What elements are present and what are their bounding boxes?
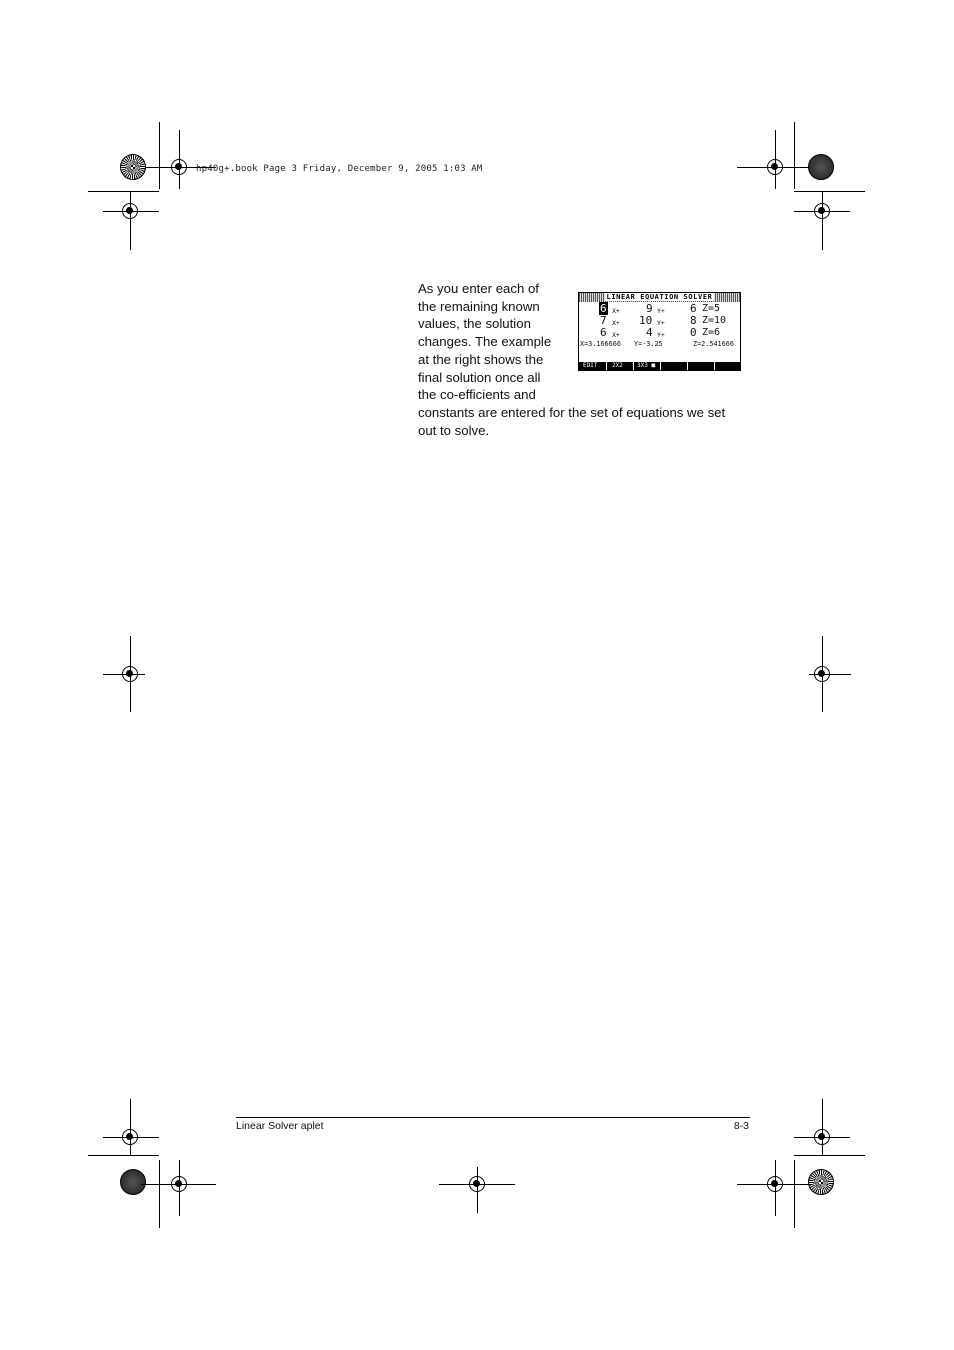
softkey-divider bbox=[714, 362, 715, 370]
constant-cell: Z=5 bbox=[702, 303, 721, 314]
var-label: Y+ bbox=[657, 319, 665, 327]
registration-mark-icon bbox=[814, 203, 830, 219]
softkey-2x2: 2X2 bbox=[612, 362, 623, 369]
crop-line bbox=[794, 1155, 865, 1156]
text-line: at the right shows the bbox=[418, 351, 544, 367]
solution-z: Z=2.541666 bbox=[693, 340, 734, 348]
crop-line bbox=[775, 130, 776, 189]
coefficient-cell: 4 bbox=[646, 326, 653, 339]
crop-line bbox=[88, 191, 159, 192]
crop-line bbox=[130, 191, 131, 250]
softkey-divider bbox=[633, 362, 634, 370]
softkey-divider bbox=[660, 362, 661, 370]
solution-x: X=3.166666 bbox=[580, 340, 621, 348]
crop-line bbox=[775, 1160, 776, 1216]
registration-mark-icon bbox=[122, 1129, 138, 1145]
crop-line bbox=[159, 1160, 160, 1228]
crop-line bbox=[159, 122, 160, 189]
coefficient-cell: 0 bbox=[690, 326, 697, 339]
color-wheel-icon bbox=[120, 154, 146, 180]
crop-line bbox=[794, 191, 865, 192]
registration-mark-icon bbox=[814, 666, 830, 682]
softkey-divider bbox=[687, 362, 688, 370]
color-wheel-icon bbox=[808, 1169, 834, 1195]
crop-line bbox=[794, 1160, 795, 1228]
calculator-screen bbox=[578, 292, 741, 371]
color-wheel-icon bbox=[120, 1169, 146, 1195]
text-line: As you enter each of bbox=[418, 281, 539, 296]
selected-coefficient: 6 bbox=[600, 302, 607, 315]
registration-mark-icon bbox=[122, 203, 138, 219]
text-line: changes. The example bbox=[418, 334, 552, 350]
crop-line bbox=[88, 1155, 159, 1156]
crop-line bbox=[794, 122, 795, 189]
var-label: Y+ bbox=[657, 307, 665, 315]
crop-line bbox=[130, 1099, 131, 1155]
footer-chapter: Linear Solver aplet bbox=[236, 1120, 324, 1132]
screen-title-text: LINEAR EQUATION SOLVER bbox=[606, 293, 713, 301]
softkey-divider bbox=[606, 362, 607, 370]
crop-line bbox=[822, 1099, 823, 1155]
color-wheel-icon bbox=[808, 154, 834, 180]
var-label: Y+ bbox=[657, 331, 665, 339]
footer-page-number: 8-3 bbox=[733, 1120, 749, 1132]
coefficient-cell: 6 bbox=[600, 326, 607, 339]
screen-title bbox=[579, 293, 740, 302]
text-line: values, the solution bbox=[418, 316, 531, 332]
softkey-3x3: 3X3 ■ bbox=[637, 362, 656, 369]
softkey-edit: EDIT bbox=[583, 362, 598, 369]
text-line: out to solve. bbox=[418, 422, 490, 438]
text-line: the co-efficients and bbox=[418, 387, 536, 403]
coefficient-cell: 7 bbox=[600, 314, 607, 327]
constant-cell: Z=10 bbox=[702, 315, 727, 326]
registration-mark-icon bbox=[122, 666, 138, 682]
coefficient-cell: 6 bbox=[690, 302, 697, 315]
crop-line bbox=[179, 130, 180, 189]
registration-mark-icon bbox=[814, 1129, 830, 1145]
crop-line bbox=[179, 1160, 180, 1216]
footer-rule bbox=[236, 1117, 750, 1118]
softkey-menu bbox=[579, 362, 740, 370]
print-header: hp40g+.book Page 3 Friday, December 9, 2005 1:03 AM bbox=[196, 164, 483, 174]
registration-mark-icon bbox=[469, 1176, 485, 1192]
crop-line bbox=[822, 191, 823, 250]
coefficient-cell: 10 bbox=[639, 314, 653, 327]
coefficient-cell: 8 bbox=[690, 314, 697, 327]
equation-row bbox=[579, 327, 740, 339]
var-label: X+ bbox=[612, 307, 620, 315]
constant-cell: Z=6 bbox=[702, 327, 721, 338]
var-label: X+ bbox=[612, 319, 620, 327]
var-label: X+ bbox=[612, 331, 620, 339]
solution-y: Y=-3.25 bbox=[634, 340, 663, 348]
coefficient-cell: 9 bbox=[646, 302, 653, 315]
text-line: final solution once all bbox=[418, 369, 541, 385]
text-line: the remaining known bbox=[418, 298, 540, 314]
text-line: constants are entered for the set of equations we set bbox=[418, 404, 726, 420]
